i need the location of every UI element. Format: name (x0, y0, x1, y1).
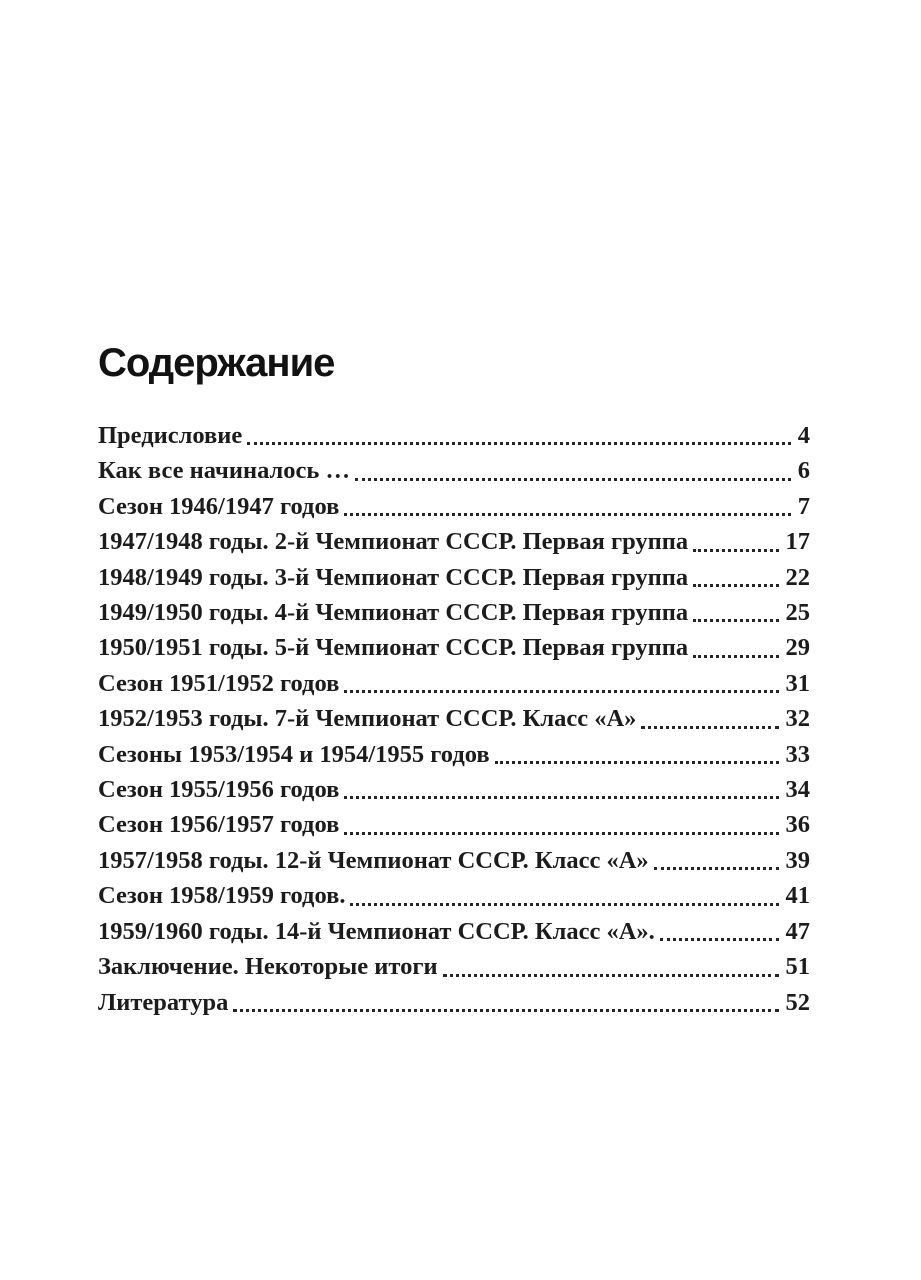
toc-entry (98, 772, 810, 807)
toc-entry (98, 807, 810, 842)
toc-entry (98, 949, 810, 984)
toc-dot-leader (344, 832, 778, 835)
toc-entry (98, 418, 810, 453)
toc-entry-page-number: 29 (785, 634, 810, 662)
toc-entry-page-number: 51 (785, 953, 810, 981)
toc-entry-label: Сезон 1958/1959 годов. (98, 882, 346, 910)
toc-dot-leader (350, 903, 778, 906)
toc-entry-label: 1948/1949 годы. 3-й Чемпионат СССР. Первая группа (98, 563, 689, 591)
toc-entry-page-number: 25 (785, 599, 810, 627)
toc-entry-label: Сезон 1946/1947 годов (98, 492, 340, 520)
toc-dot-leader (693, 619, 778, 622)
toc-entry-page-number: 31 (785, 669, 810, 697)
toc-entry-label: 1949/1950 годы. 4-й Чемпионат СССР. Первая группа (98, 599, 689, 627)
toc-entry-page-number: 41 (785, 882, 810, 910)
toc-entry-page-number: 33 (785, 740, 810, 768)
toc-entry-label: Как все начиналось … (98, 457, 350, 485)
toc-entry (98, 630, 810, 665)
toc-entry-page-number: 7 (797, 492, 810, 520)
toc-entry (98, 878, 810, 913)
toc-dot-leader (495, 761, 779, 764)
toc-entry (98, 489, 810, 524)
toc-dot-leader (693, 655, 778, 658)
toc-dot-leader (344, 690, 778, 693)
toc-entry-page-number: 36 (785, 811, 810, 839)
toc-dot-leader (641, 726, 778, 729)
toc-entry-page-number: 39 (785, 846, 810, 874)
toc-entry (98, 737, 810, 772)
toc-entry-page-number: 52 (785, 988, 810, 1016)
toc-entry (98, 914, 810, 949)
toc-dot-leader (247, 442, 791, 445)
toc-dot-leader (654, 867, 779, 870)
toc-entry (98, 843, 810, 878)
toc-entry (98, 595, 810, 630)
toc-dot-leader (344, 796, 778, 799)
toc-dot-leader (660, 938, 779, 941)
toc-entry-label: Сезон 1955/1956 годов (98, 776, 340, 804)
toc-entry (98, 666, 810, 701)
toc-entry-label: 1952/1953 годы. 7-й Чемпионат СССР. Класс «А» (98, 705, 637, 733)
toc-dot-leader (443, 974, 779, 977)
toc-entry-label: 1957/1958 годы. 12-й Чемпионат СССР. Класс «А» (98, 846, 649, 874)
toc-dot-leader (344, 513, 790, 516)
toc-dot-leader (693, 549, 778, 552)
toc-entry-page-number: 17 (785, 528, 810, 556)
toc-entry-page-number: 47 (785, 917, 810, 945)
toc-entry (98, 560, 810, 595)
toc-entry (98, 701, 810, 736)
page-title: Содержание (98, 341, 335, 385)
toc-entry (98, 453, 810, 488)
toc-entry-label: Предисловие (98, 422, 243, 449)
toc-list (98, 418, 810, 1020)
toc-entry-page-number: 34 (785, 776, 810, 804)
toc-dot-leader (693, 584, 778, 587)
toc-entry-label: Заключение. Некоторые итоги (98, 953, 438, 981)
toc-entry-label: 1959/1960 годы. 14-й Чемпионат СССР. Класс «А». (98, 917, 655, 945)
toc-entry-page-number: 32 (785, 705, 810, 733)
toc-entry-label: Сезон 1951/1952 годов (98, 669, 340, 697)
toc-entry-page-number: 6 (797, 457, 810, 485)
toc-entry-label: Сезон 1956/1957 годов (98, 811, 340, 839)
toc-entry (98, 524, 810, 559)
toc-entry-page-number: 4 (797, 422, 810, 449)
toc-entry-label: 1947/1948 годы. 2-й Чемпионат СССР. Первая группа (98, 528, 689, 556)
toc-dot-leader (233, 1009, 778, 1012)
toc-entry (98, 985, 810, 1020)
toc-entry-label: Литература (98, 988, 229, 1016)
toc-entry-page-number: 22 (785, 563, 810, 591)
toc-dot-leader (355, 478, 791, 481)
toc-content (98, 342, 810, 1020)
toc-entry-label: Сезоны 1953/1954 и 1954/1955 годов (98, 740, 490, 768)
toc-entry-label: 1950/1951 годы. 5-й Чемпионат СССР. Первая группа (98, 634, 689, 662)
